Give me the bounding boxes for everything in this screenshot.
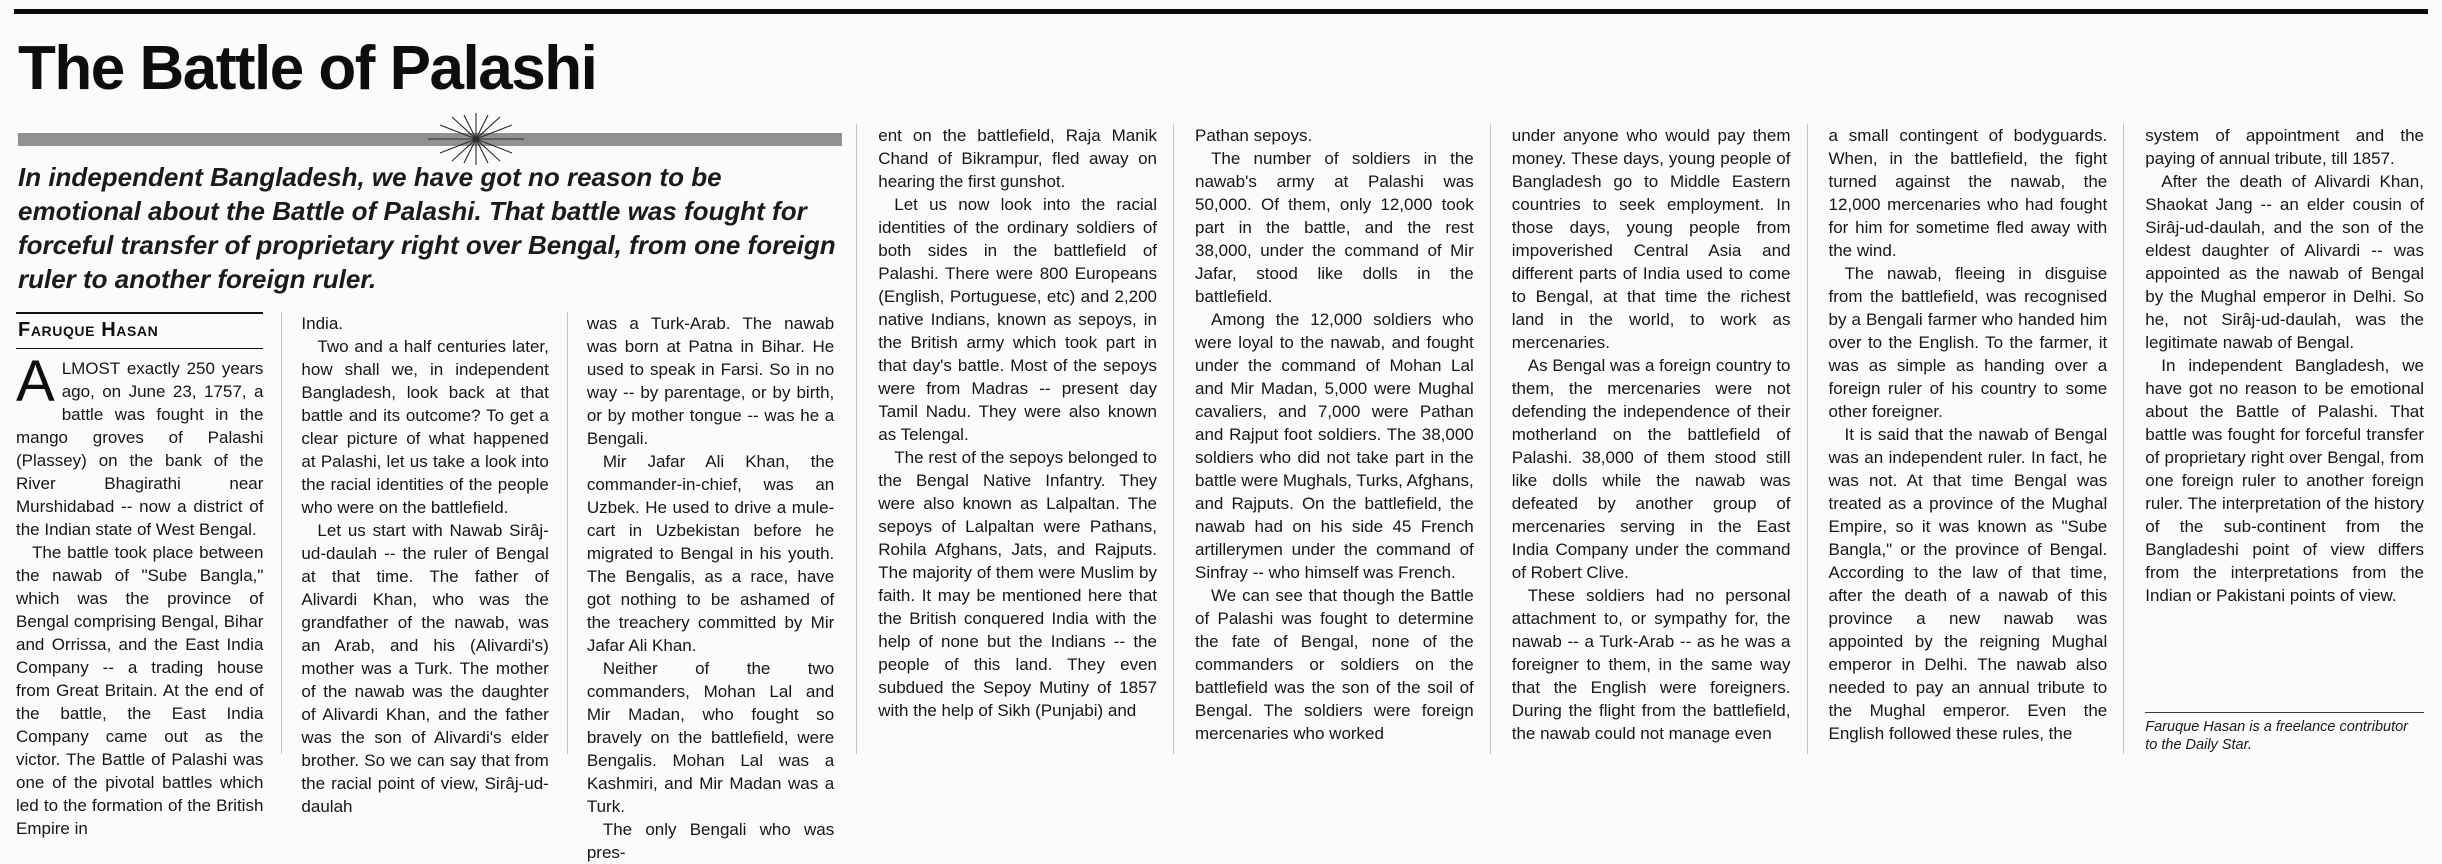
- paragraph: It is said that the nawab of Bengal was an independent ruler. In fact, he was not. At that time Bengal was treated as a province of the Mughal Empire, so it was known as "Sube Bangla," or the province of Bengal. According to the law of that time, after the death of a nawab of this province a new nawab was appointed by the reigning Mughal emperor in Delhi. The nawab also needed to pay an annual tribute to the Mughal emperor. Even the English followed these rules, the: [1828, 425, 2108, 743]
- column-2: [281, 312, 566, 816]
- paragraph: Pathan sepoys.: [1195, 126, 1313, 145]
- drop-cap: A: [16, 348, 55, 414]
- paragraph: Two and a half centuries later, how shall we, in independent Bangladesh, look back at that battle and its outcome? To get a clear picture of what happened at Palashi, let us take a look into the racial identities of the people who were on the battlefield.: [301, 336, 549, 517]
- paragraph: We can see that though the Battle of Palashi was fought to determine the fate of Bengal, none of the commanders or soldiers on the battlefield was the son of the soil of Bengal. The soldiers were foreign mercenaries who worked: [1195, 586, 1474, 743]
- starburst-ornament: [426, 111, 526, 167]
- paragraph: [16, 348, 264, 541]
- paragraph: Let us start with Nawab Sirâj-ud-daulah -- the ruler of Bengal at that time. The father of Alivardi Khan, who was the grandfather of the nawab, was an Arab, and his (Alivardi's) mother was a Turk. The mother of the nawab was the daughter of Alivardi Khan, and the father was the son of Alivardi's elder brother. So we can say that from the racial point of view, Sirâj-ud-daulah: [301, 520, 549, 816]
- contributor-note: Faruque Hasan is a freelance contributor to the Daily Star.: [2145, 712, 2424, 754]
- paragraph: Let us now look into the racial identities of the ordinary soldiers of both sides in the battlefield of Palashi. There were 800 Europeans (English, Portuguese, etc) and 2,200 native Indians, known as sepoys, in the British army which took part in that day's battle. Most of the sepoys were from Madras -- present day Tamil Nadu. They were also known as Telengal.: [878, 195, 1157, 444]
- article-title: The Battle of Palashi: [18, 34, 597, 103]
- paragraph: The number of soldiers in the nawab's army at Palashi was 50,000. Of them, only 12,000 took part in the battle, and the rest 38,000, under the command of Mir Jafar, stood like dolls in the battlefield.: [1195, 149, 1474, 306]
- paragraph: Among the 12,000 soldiers who were loyal to the nawab, and fought under the command of Mohan Lal and Mir Madan, 5,000 were Mughal cavaliers, and 7,000 were Pathan and Rajput foot soldiers. The 38,000 soldiers who did not take part in the battle were Mughals, Turks, Afghans, and Rajputs. On the battlefield, the nawab had on his side 45 French artillerymen under the command of Sinfray -- who himself was French.: [1195, 310, 1474, 582]
- left-columns: [16, 312, 852, 862]
- paragraph: Neither of the two commanders, Mohan Lal and Mir Madan, who fought so bravely on the battlefield, were Bengalis. Mohan Lal was a Kashmiri, and Mir Madan was a Turk.: [586, 658, 835, 816]
- article-body: [0, 22, 2442, 862]
- paragraph: The nawab, fleeing in disguise from the battlefield, was recognised by a Bengali farmer who handed him over to the English. To the farmer, it was as simple as handing over a foreign ruler of his country to some other foreigner.: [1828, 264, 2108, 421]
- top-rule: [14, 9, 2428, 14]
- column-7: [1807, 124, 2124, 754]
- column-6: [1490, 124, 1807, 754]
- paragraph: After the death of Alivardi Khan, Shaokat Jang -- an elder cousin of Sirâj-ud-daulah, and the son of the eldest daughter of Alivardi -- was appointed as the nawab of Bengal by the Mughal emperor in Delhi. So he, not Sirâj-ud-daulah, was the legitimate nawab of Bengal.: [2145, 172, 2424, 352]
- byline-name: Faruque Hasan: [18, 318, 159, 341]
- column-4: [856, 124, 1173, 754]
- paragraph: As Bengal was a foreign country to them, the mercenaries were not defending the independence of their motherland on the battlefield of Palashi. 38,000 of them stood still like dolls while the nawab was defeated by another group of mercenaries serving in the East India Company under the command of Robert Clive.: [1511, 356, 1791, 582]
- paragraph: The only Bengali who was pres-: [586, 819, 835, 862]
- paragraph: These soldiers had no personal attachment to, or sympathy for, the nawab -- a Turk-Arab -- as he was a foreigner to them, in the same way that the English were foreigners. During the flight from the battlefield, the nawab could not manage even: [1511, 586, 1791, 743]
- paragraph-text: LMOST exactly 250 years ago, on June 23, 1757, a battle was fought in the mango groves of Palashi (Plassey) on the bank of the River Bhagirathi near Murshidabad -- now a district of the Indian state of West Bengal.: [16, 358, 264, 539]
- standfirst: In independent Bangladesh, we have got no reason to be emotional about the Battle of Palashi. That battle was fought for forceful transfer of proprietary right over Bengal, from one foreign ruler to another foreign ruler.: [18, 161, 836, 294]
- paragraph: In independent Bangladesh, we have got no reason to be emotional about the Battle of Palashi. That battle was fought for forceful transfer of proprietary right over Bengal, from one foreign ruler to another foreign ruler. The interpretation of the history of the sub-continent from the Bangladeshi point of view differs from the interpretations from the Indian or Pakistani points of view.: [2145, 356, 2424, 605]
- paragraph: was a Turk-Arab. The nawab was born at Patna in Bihar. He used to speak in Farsi. So in no way -- by parentage, or by birth, or by mother tongue -- was he a Bengali.: [586, 313, 835, 448]
- column-1: [16, 312, 281, 838]
- column-8: [2123, 124, 2426, 754]
- paragraph: a small contingent of bodyguards. When, in the battlefield, the fight turned against the nawab, the 12,000 mercenaries who had fought for him for sometime fled away with the wind.: [1828, 126, 2108, 260]
- headline-section: [16, 22, 856, 862]
- paragraph: system of appointment and the paying of annual tribute, till 1857.: [2145, 126, 2424, 168]
- title-divider-bar: [18, 133, 842, 146]
- paragraph: Mir Jafar Ali Khan, the commander-in-chief, was an Uzbek. He used to drive a mule-cart in Uzbekistan before he migrated to Bengal in his youth. The Bengalis, as a race, have got nothing to be ashamed of the treachery committed by Mir Jafar Ali Khan.: [586, 451, 835, 655]
- paragraph: India.: [301, 313, 344, 333]
- newspaper-article-page: [0, 9, 2442, 862]
- paragraph: ent on the battlefield, Raja Manik Chand of Bikrampur, fled away on hearing the first gunshot.: [878, 126, 1157, 191]
- paragraph: The rest of the sepoys belonged to the Bengal Native Infantry. They were also known as Lalpaltan. The sepoys of Lalpaltan were Pathans, Rohila Afghans, Jats, and Rajputs. The majority of them were Muslim by faith. It may be mentioned here that the British conquered India with the help of none but the Indians -- the people of this land. They even subdued the Sepoy Mutiny of 1857 with the help of Sikh (Punjabi) and: [878, 448, 1157, 720]
- article-header: [16, 22, 852, 296]
- paragraph: under anyone who would pay them money. These days, young people of Bangladesh go to Middle Eastern countries to seek employment. In those days, young people from impoverished Central Asia and different parts of India used to come to Bengal, at that time the richest land in the world, to work as mercenaries.: [1511, 126, 1791, 352]
- paragraph: The battle took place between the nawab of "Sube Bangla," which was the province of Bengal comprising Bengal, Bihar and Orrissa, and the East India Company -- a trading house from Great Britain. At the end of the battle, the East India Company came out as the victor. The Battle of Palashi was one of the pivotal battles which led to the formation of the British Empire in: [16, 542, 264, 838]
- column-3: [567, 312, 852, 862]
- column-5: [1173, 124, 1490, 754]
- byline: [16, 312, 263, 349]
